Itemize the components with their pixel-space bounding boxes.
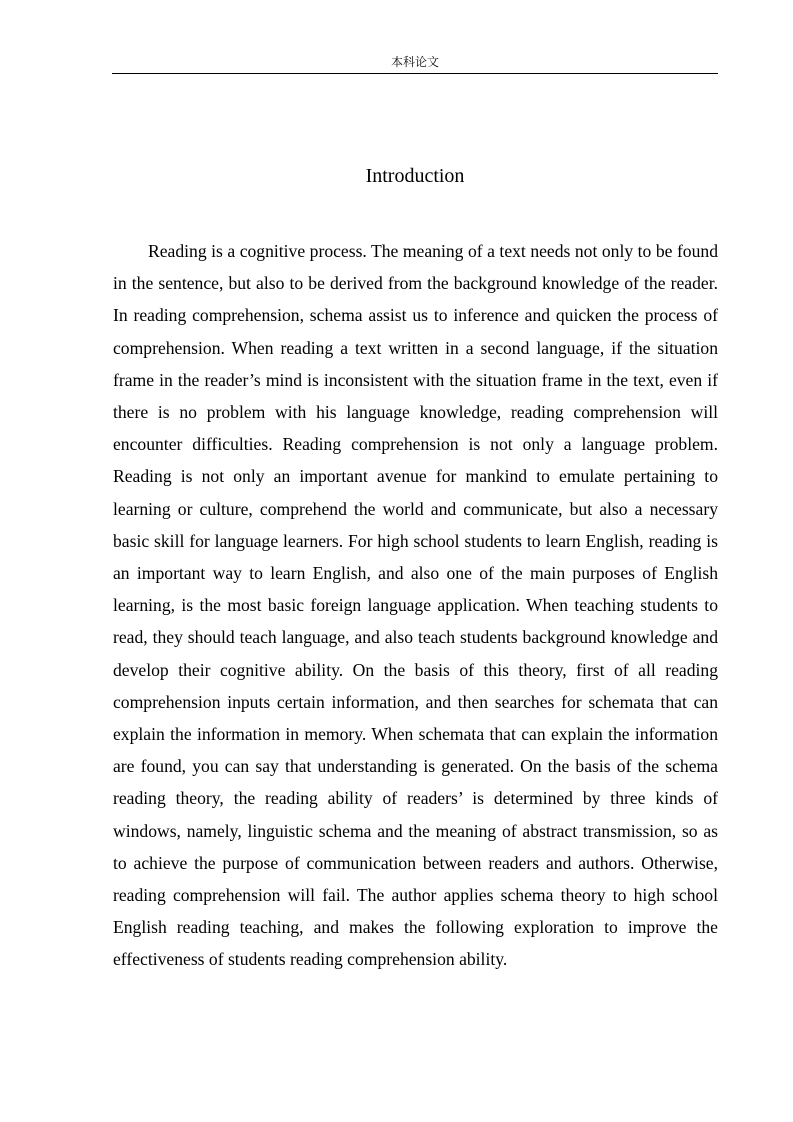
section-title: Introduction xyxy=(365,165,465,187)
body-paragraph: Reading is a cognitive process. The meaning of a text needs not only to be found in the sentence, but also to be derived from the background knowledge of the reader. In reading comprehension, schema assist us to inference and quicken the process of comprehension. When reading a text written in a second language, if the situation frame in the reader’s mind is inconsistent with the situation frame in the text, even if there is no problem with his language knowledge, reading comprehension will encounter difficulties. Reading comprehension is not only a language problem. Reading is not only an important avenue for mankind to emulate pertaining to learning or culture, comprehend the world and communicate, but also a necessary basic skill for language learners. For high school students to learn English, reading is an important way to learn English, and also one of the main purposes of English learning, is the most basic foreign language application. When teaching students to read, they should teach language, and also teach students background knowledge and develop their cognitive ability. On the basis of this theory, first of all reading comprehension inputs certain information, and then searches for schemata that can explain the information in memory. When schemata that can explain the information are found, you can say that understanding is generated. On the basis of the schema reading theory, the reading ability of readers’ is determined by three kinds of windows, namely, linguistic schema and the meaning of abstract transmission, so as to achieve the purpose of communication between readers and authors. Otherwise, reading comprehension will fail. The author applies schema theory to high school English reading teaching, and makes the following exploration to improve the effectiveness of students reading comprehension ability. xyxy=(113,241,718,970)
running-header: 本科论文 xyxy=(390,55,439,69)
header-divider xyxy=(112,73,718,74)
